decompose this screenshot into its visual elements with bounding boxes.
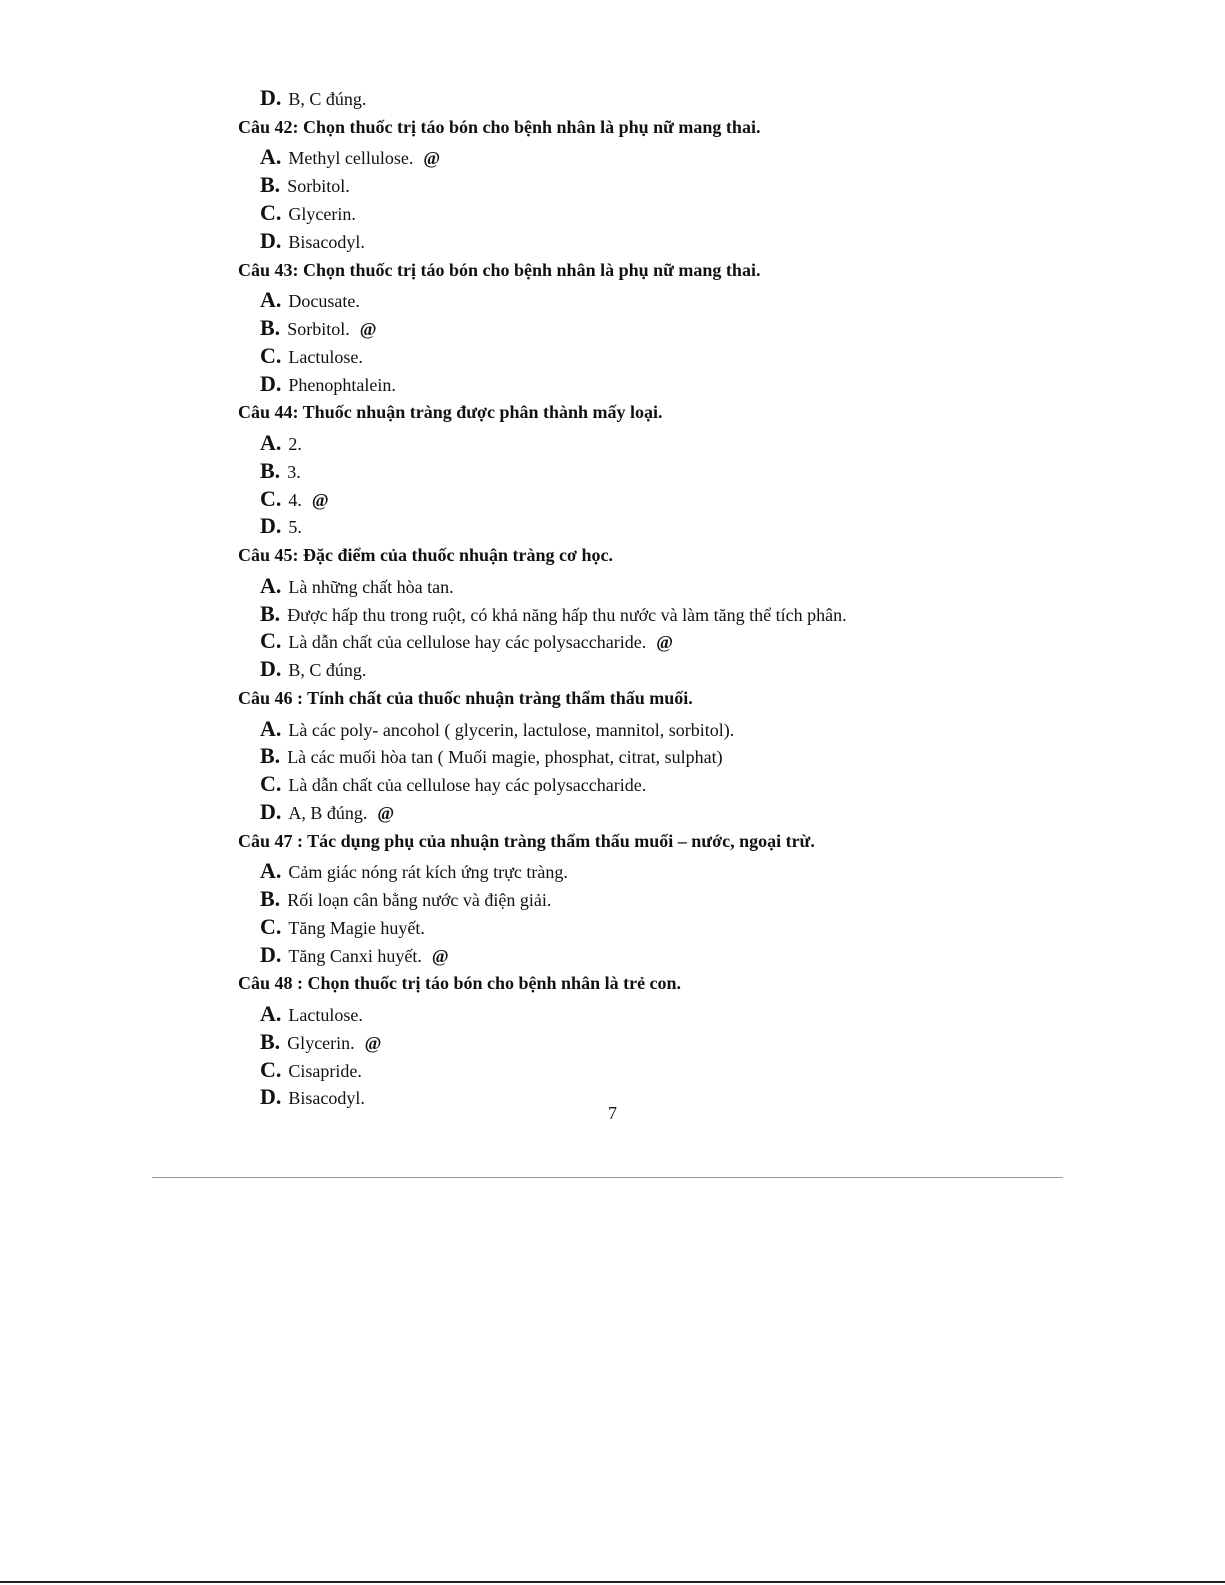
- option-letter: A.: [260, 715, 282, 741]
- option-letter: D.: [260, 941, 282, 967]
- answer-mark: @: [359, 318, 377, 339]
- option-text: Phenophtalein.: [288, 374, 396, 395]
- question-block: [238, 397, 998, 540]
- option-text: Bisacodyl.: [288, 1088, 365, 1109]
- option-line: [238, 429, 998, 457]
- question-title: Câu 48 : Chọn thuốc trị táo bón cho bệnh nhân là trẻ con.: [238, 973, 682, 994]
- option-letter: C.: [260, 1056, 282, 1082]
- option-line: [238, 227, 998, 255]
- option-line: [238, 342, 998, 370]
- option-letter: B.: [260, 1028, 281, 1054]
- option-text: Cảm giác nóng rát kích ứng trực tràng.: [288, 862, 568, 883]
- option-letter: D.: [260, 227, 282, 253]
- question-block: [238, 968, 998, 1111]
- option-text: Rối loạn cân bằng nước và điện giải.: [287, 890, 552, 911]
- option-letter: B.: [260, 172, 281, 198]
- option-text: Lactulose.: [288, 346, 363, 367]
- question-block: [238, 826, 998, 969]
- option-letter: D.: [260, 513, 282, 539]
- option-letter: A.: [260, 572, 282, 598]
- option-line: [238, 655, 998, 683]
- option-letter: B.: [260, 743, 281, 769]
- option-text: Bisacodyl.: [288, 231, 365, 252]
- option-line: [238, 742, 998, 770]
- question-title: Câu 47 : Tác dụng phụ của nhuận tràng thẩm thấu muối – nước, ngoại trừ.: [238, 830, 815, 851]
- option-line: [238, 286, 998, 314]
- option-text: 4.: [288, 489, 302, 510]
- option-letter: C.: [260, 342, 282, 368]
- option-letter: B.: [260, 314, 281, 340]
- question-title: Câu 44: Thuốc nhuận tràng được phân thành mấy loại.: [238, 402, 663, 423]
- option-line: [238, 798, 998, 826]
- option-letter: D.: [260, 656, 282, 682]
- option-line: [238, 885, 998, 913]
- question-block: [238, 255, 998, 398]
- option-letter: D.: [260, 370, 282, 396]
- option-text: Tăng Magie huyết.: [288, 917, 425, 938]
- option-text: A, B đúng.: [288, 802, 368, 823]
- question-list: [238, 84, 998, 1111]
- option-text: B, C đúng.: [288, 660, 367, 681]
- option-line: [238, 1056, 998, 1084]
- option-line: [238, 199, 998, 227]
- option-letter: A.: [260, 287, 282, 313]
- option-text: Được hấp thu trong ruột, có khả năng hấp thu nước và làm tăng thể tích phân.: [287, 604, 847, 625]
- question-block: [238, 540, 998, 683]
- option-letter: C.: [260, 199, 282, 225]
- option-line: [238, 1000, 998, 1028]
- question-block: [238, 112, 998, 255]
- option-letter: C.: [260, 628, 282, 654]
- option-line: [238, 715, 998, 743]
- answer-mark: @: [364, 1032, 382, 1053]
- option-line: [238, 512, 998, 540]
- option-letter: B.: [260, 886, 281, 912]
- option-line: [238, 84, 998, 112]
- option-line: [238, 370, 998, 398]
- question-title: Câu 42: Chọn thuốc trị táo bón cho bệnh nhân là phụ nữ mang thai.: [238, 116, 761, 137]
- option-line: [238, 941, 998, 969]
- option-letter: A.: [260, 1001, 282, 1027]
- option-letter: C.: [260, 771, 282, 797]
- option-line: [238, 1028, 998, 1056]
- option-text: Cisapride.: [288, 1060, 362, 1081]
- option-letter: A.: [260, 144, 282, 170]
- option-text: 3.: [287, 461, 301, 482]
- option-line: [238, 572, 998, 600]
- option-line: [238, 314, 998, 342]
- option-text: Docusate.: [288, 291, 360, 312]
- answer-mark: @: [377, 802, 395, 823]
- page-number: 7: [608, 1103, 617, 1123]
- option-line: [238, 857, 998, 885]
- question-title: Câu 43: Chọn thuốc trị táo bón cho bệnh nhân là phụ nữ mang thai.: [238, 259, 761, 280]
- option-text: Là các muối hòa tan ( Muối magie, phosphat, citrat, sulphat): [287, 747, 723, 768]
- option-line: [238, 485, 998, 513]
- option-letter: B.: [260, 457, 281, 483]
- option-letter: B.: [260, 600, 281, 626]
- answer-mark: @: [423, 148, 441, 169]
- option-line: [238, 457, 998, 485]
- bottom-border: [0, 1581, 1225, 1583]
- option-text: Là các poly- ancohol ( glycerin, lactulose, mannitol, sorbitol).: [288, 719, 735, 740]
- option-letter: C.: [260, 485, 282, 511]
- option-text: 5.: [288, 517, 302, 538]
- option-text: Là dẫn chất của cellulose hay các polysaccharide.: [288, 632, 647, 653]
- question-title: Câu 46 : Tính chất của thuốc nhuận tràng thẩm thấu muối.: [238, 687, 693, 708]
- option-letter: D.: [260, 85, 282, 110]
- option-text: Glycerin.: [287, 1032, 355, 1053]
- option-line: [238, 770, 998, 798]
- option-letter: D.: [260, 798, 282, 824]
- option-text: 2.: [288, 433, 302, 454]
- question-block: [238, 683, 998, 826]
- option-line: [238, 171, 998, 199]
- option-line: [238, 627, 998, 655]
- option-letter: C.: [260, 913, 282, 939]
- question-title: Câu 45: Đặc điểm của thuốc nhuận tràng cơ học.: [238, 545, 613, 566]
- answer-mark: @: [656, 632, 673, 653]
- page-separator: [152, 1177, 1063, 1178]
- option-text: Là dẫn chất của cellulose hay các polysaccharide.: [288, 775, 647, 796]
- answer-mark: @: [431, 945, 449, 966]
- option-text: Sorbitol.: [287, 318, 350, 339]
- option-text: Sorbitol.: [287, 176, 350, 197]
- option-line: [238, 600, 998, 628]
- option-line: [238, 143, 998, 171]
- answer-mark: @: [311, 489, 329, 510]
- option-letter: D.: [260, 1084, 282, 1110]
- option-text: Là những chất hòa tan.: [288, 576, 454, 597]
- option-text: Lactulose.: [288, 1005, 363, 1026]
- option-text: Tăng Canxi huyết.: [288, 945, 422, 966]
- option-letter: A.: [260, 858, 282, 884]
- option-letter: A.: [260, 429, 282, 455]
- option-text: Methyl cellulose.: [288, 148, 414, 169]
- option-text: B, C đúng.: [288, 89, 367, 109]
- option-text: Glycerin.: [288, 203, 356, 224]
- option-line: [238, 913, 998, 941]
